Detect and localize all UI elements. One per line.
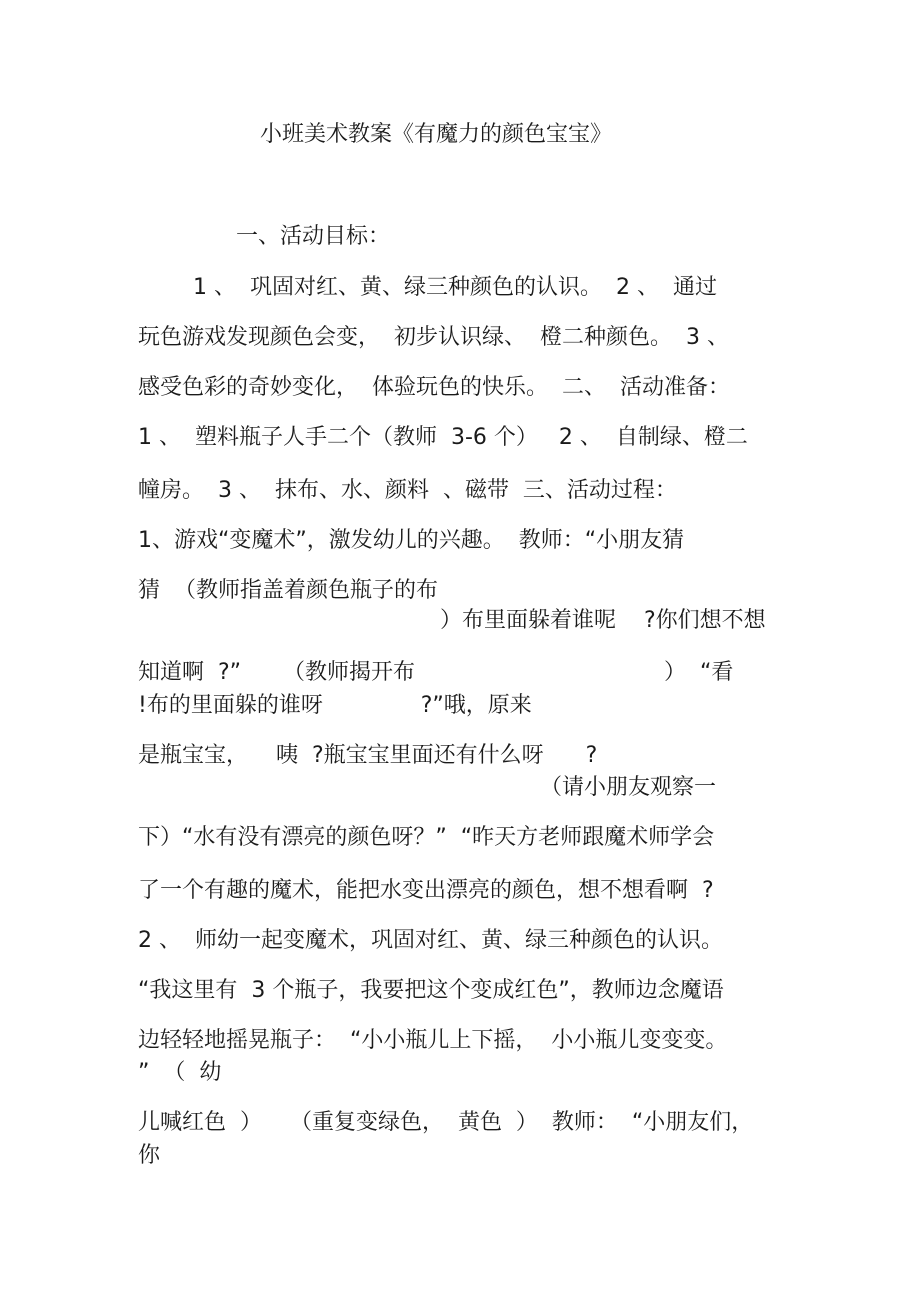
text-line: 边轻轻地摇晃瓶子： “小小瓶儿上下摇， 小小瓶儿变变变。	[138, 1028, 728, 1053]
text-line: ）布里面躲着谁呢 ?你们想不想	[440, 608, 766, 633]
text-line: 2 、 师幼一起变魔术，巩固对红、黄、绿三种颜色的认识。	[138, 928, 723, 953]
text-line: 感受色彩的奇妙变化， 体验玩色的快乐。 二、 活动准备：	[138, 375, 730, 400]
text-line: 幢房。 3 、 抹布、水、颜料 、磁带 三、活动过程：	[138, 478, 677, 503]
text-line: 儿喊红色 ） （重复变绿色， 黄色 ） 教师： “小朋友们，	[138, 1110, 754, 1135]
text-line: 你	[138, 1143, 161, 1168]
text-line: 玩色游戏发现颜色会变， 初步认识绿、 橙二种颜色。 3 、	[138, 325, 729, 350]
text-line: 下）“水有没有漂亮的颜色呀？” “昨天方老师跟魔术师学会	[138, 825, 715, 850]
text-line: 了一个有趣的魔术，能把水变出漂亮的颜色，想不想看啊 ?	[138, 878, 714, 903]
document-title: 小班美术教案《有魔力的颜色宝宝》	[260, 122, 613, 147]
section-heading-goals: 一、活动目标：	[236, 224, 391, 249]
text-line: ” （ 幼	[138, 1060, 222, 1085]
text-line: !布的里面躲的谁呀 ?”哦，原来	[138, 693, 532, 718]
text-line: 1 、 塑料瓶子人手二个（教师 3-6 个） 2 、 自制绿、橙二	[138, 425, 748, 450]
text-line: （请小朋友观察一	[540, 775, 717, 800]
text-line: ） “看	[664, 660, 734, 685]
text-line: 1、游戏“变魔术”，激发幼儿的兴趣。 教师：“小朋友猜	[138, 528, 685, 553]
text-line: 是瓶宝宝， 咦 ?瓶宝宝里面还有什么呀 ?	[138, 743, 598, 768]
text-line: 猜 （教师指盖着颜色瓶子的布	[138, 578, 438, 603]
text-line: 1 、 巩固对红、黄、绿三种颜色的认识。 2 、 通过	[193, 275, 717, 300]
text-line: 知道啊 ?” （教师揭开布	[138, 660, 416, 685]
text-line: “我这里有 3 个瓶子，我要把这个变成红色”，教师边念魔语	[138, 978, 724, 1003]
